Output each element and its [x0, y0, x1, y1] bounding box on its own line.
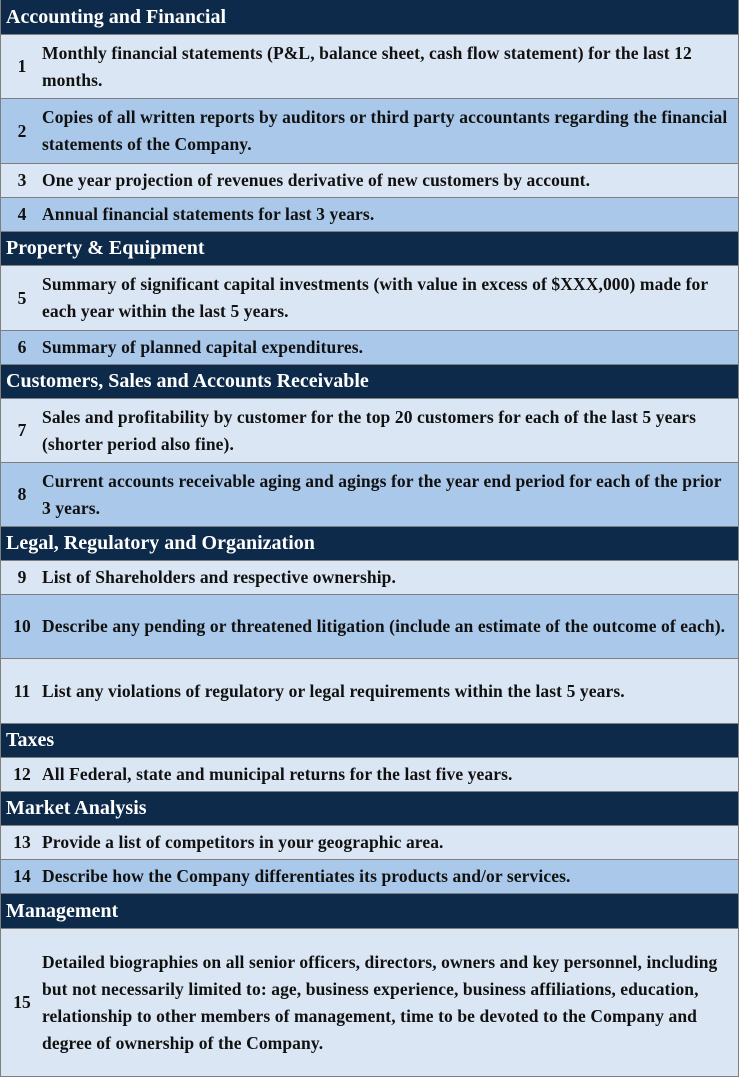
item-text: Describe how the Company differentiates its products and/or services.	[42, 866, 571, 886]
item-number: 13	[13, 832, 31, 852]
item-number: 11	[13, 680, 31, 701]
item-text: All Federal, state and municipal returns for the last five years.	[42, 764, 513, 784]
item-number: 3	[17, 170, 27, 190]
item-text: Annual financial statements for last 3 years.	[42, 204, 375, 224]
item-text: Sales and profitability by customer for the top 20 customers for each of the last 5 years (shorter period also fine).	[42, 406, 697, 454]
checklist-row	[1, 35, 738, 99]
item-text: Provide a list of competitors in your geographic area.	[42, 832, 444, 852]
item-text: List of Shareholders and respective ownership.	[42, 567, 396, 587]
item-number: 10	[13, 616, 31, 636]
checklist-row	[1, 99, 738, 164]
item-number: 1	[17, 56, 27, 76]
item-number: 2	[17, 120, 27, 141]
item-number: 4	[17, 204, 27, 224]
checklist-row	[1, 399, 738, 463]
item-text: Describe any pending or threatened litigation (include an estimate of the outcome of each).	[42, 616, 726, 636]
item-number: 15	[13, 992, 31, 1012]
checklist-row	[1, 164, 738, 198]
checklist-row	[1, 331, 738, 365]
item-text: Detailed biographies on all senior officers, directors, owners and key personnel, including but not necessarily limited to: age, business experience, business affiliations, education, relationship to other members of management, time to be devoted to the Company and degree of ownership of the Company.	[42, 951, 718, 1053]
item-text: Monthly financial statements (P&L, balance sheet, cash flow statement) for the last 12 months.	[42, 42, 692, 90]
checklist-row	[1, 758, 738, 792]
checklist-row	[1, 595, 738, 659]
checklist-row	[1, 826, 738, 860]
item-number: 7	[17, 420, 27, 440]
checklist-row	[1, 198, 738, 232]
checklist-row	[1, 561, 738, 595]
item-text: One year projection of revenues derivative of new customers by account.	[42, 170, 591, 190]
item-number: 14	[13, 866, 31, 886]
checklist-row	[1, 659, 738, 724]
checklist-row	[1, 463, 738, 527]
item-text: Copies of all written reports by auditors or third party accountants regarding the financial statements of the Company.	[42, 107, 728, 154]
section-header-customers: Customers, Sales and Accounts Receivable	[1, 365, 738, 399]
item-text: List any violations of regulatory or legal requirements within the last 5 years.	[42, 680, 625, 701]
section-header-market: Market Analysis	[1, 792, 738, 826]
section-header-legal: Legal, Regulatory and Organization	[1, 527, 738, 561]
item-number: 5	[17, 287, 27, 308]
checklist-row	[1, 266, 738, 331]
item-text: Summary of planned capital expenditures.	[42, 337, 364, 357]
section-header-management: Management	[1, 894, 738, 929]
item-text: Current accounts receivable aging and agings for the year end period for each of the prior 3 years.	[42, 470, 722, 518]
item-text: Summary of significant capital investments (with value in excess of $XXX,000) made for each year within the last 5 years.	[42, 274, 708, 321]
item-number: 9	[17, 567, 27, 587]
section-header-taxes: Taxes	[1, 724, 738, 758]
item-number: 8	[17, 484, 27, 504]
section-header-property: Property & Equipment	[1, 232, 738, 266]
checklist-row	[1, 929, 738, 1077]
item-number: 12	[13, 764, 31, 784]
item-number: 6	[17, 337, 27, 357]
section-header-accounting: Accounting and Financial	[1, 0, 738, 35]
checklist-row	[1, 860, 738, 894]
